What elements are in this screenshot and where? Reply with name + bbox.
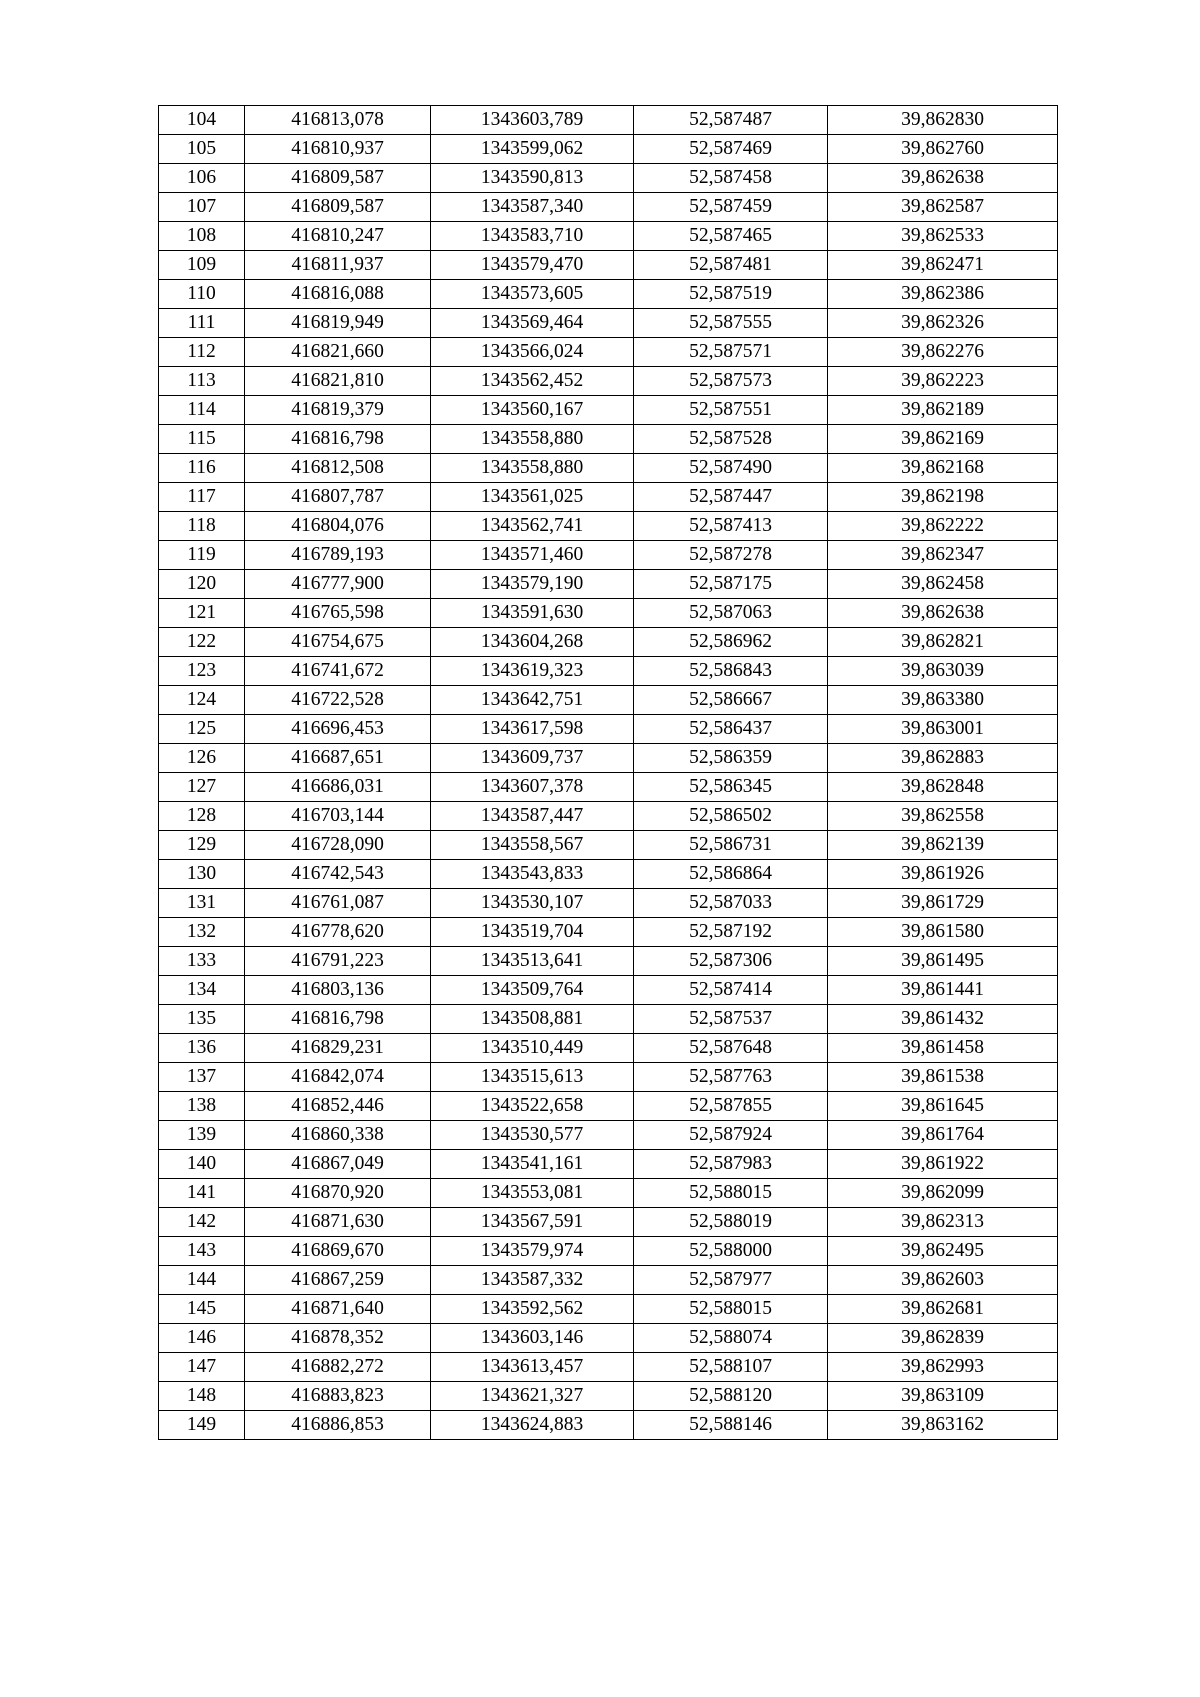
x-coordinate-cell: 416878,352 [245,1324,431,1353]
latitude-cell: 52,586359 [634,744,828,773]
latitude-cell: 52,587855 [634,1092,828,1121]
y-coordinate-cell: 1343603,789 [431,106,634,135]
x-coordinate-cell: 416754,675 [245,628,431,657]
table-row [159,251,1058,280]
y-coordinate-cell: 1343599,062 [431,135,634,164]
point-number-cell: 111 [159,309,245,338]
table-row [159,1208,1058,1237]
point-number-cell: 119 [159,541,245,570]
y-coordinate-cell: 1343530,577 [431,1121,634,1150]
y-coordinate-cell: 1343587,340 [431,193,634,222]
table-row [159,686,1058,715]
table-row [159,889,1058,918]
coordinates-table [158,105,1058,1440]
y-coordinate-cell: 1343569,464 [431,309,634,338]
longitude-cell: 39,862276 [828,338,1058,367]
longitude-cell: 39,862760 [828,135,1058,164]
y-coordinate-cell: 1343579,470 [431,251,634,280]
y-coordinate-cell: 1343543,833 [431,860,634,889]
point-number-cell: 120 [159,570,245,599]
x-coordinate-cell: 416810,247 [245,222,431,251]
latitude-cell: 52,587192 [634,918,828,947]
latitude-cell: 52,587571 [634,338,828,367]
point-number-cell: 106 [159,164,245,193]
y-coordinate-cell: 1343566,024 [431,338,634,367]
longitude-cell: 39,862347 [828,541,1058,570]
y-coordinate-cell: 1343604,268 [431,628,634,657]
y-coordinate-cell: 1343553,081 [431,1179,634,1208]
longitude-cell: 39,862471 [828,251,1058,280]
latitude-cell: 52,586864 [634,860,828,889]
y-coordinate-cell: 1343513,641 [431,947,634,976]
table-row [159,1295,1058,1324]
point-number-cell: 142 [159,1208,245,1237]
latitude-cell: 52,586843 [634,657,828,686]
point-number-cell: 143 [159,1237,245,1266]
table-row [159,1237,1058,1266]
y-coordinate-cell: 1343562,452 [431,367,634,396]
longitude-cell: 39,861458 [828,1034,1058,1063]
point-number-cell: 133 [159,947,245,976]
x-coordinate-cell: 416687,651 [245,744,431,773]
longitude-cell: 39,863109 [828,1382,1058,1411]
point-number-cell: 126 [159,744,245,773]
latitude-cell: 52,586731 [634,831,828,860]
longitude-cell: 39,862168 [828,454,1058,483]
x-coordinate-cell: 416871,640 [245,1295,431,1324]
x-coordinate-cell: 416696,453 [245,715,431,744]
table-row [159,338,1058,367]
longitude-cell: 39,862839 [828,1324,1058,1353]
longitude-cell: 39,861926 [828,860,1058,889]
point-number-cell: 144 [159,1266,245,1295]
latitude-cell: 52,587033 [634,889,828,918]
table-row [159,512,1058,541]
longitude-cell: 39,861729 [828,889,1058,918]
latitude-cell: 52,587924 [634,1121,828,1150]
y-coordinate-cell: 1343522,658 [431,1092,634,1121]
point-number-cell: 148 [159,1382,245,1411]
table-row [159,831,1058,860]
y-coordinate-cell: 1343530,107 [431,889,634,918]
point-number-cell: 141 [159,1179,245,1208]
latitude-cell: 52,588074 [634,1324,828,1353]
point-number-cell: 116 [159,454,245,483]
latitude-cell: 52,586437 [634,715,828,744]
longitude-cell: 39,861432 [828,1005,1058,1034]
table-row [159,976,1058,1005]
y-coordinate-cell: 1343541,161 [431,1150,634,1179]
table-row [159,1382,1058,1411]
latitude-cell: 52,587063 [634,599,828,628]
point-number-cell: 114 [159,396,245,425]
table-row [159,367,1058,396]
x-coordinate-cell: 416816,088 [245,280,431,309]
point-number-cell: 145 [159,1295,245,1324]
point-number-cell: 105 [159,135,245,164]
longitude-cell: 39,862099 [828,1179,1058,1208]
longitude-cell: 39,863162 [828,1411,1058,1440]
y-coordinate-cell: 1343508,881 [431,1005,634,1034]
x-coordinate-cell: 416870,920 [245,1179,431,1208]
x-coordinate-cell: 416804,076 [245,512,431,541]
point-number-cell: 121 [159,599,245,628]
x-coordinate-cell: 416829,231 [245,1034,431,1063]
longitude-cell: 39,862169 [828,425,1058,454]
x-coordinate-cell: 416791,223 [245,947,431,976]
latitude-cell: 52,587481 [634,251,828,280]
longitude-cell: 39,863039 [828,657,1058,686]
latitude-cell: 52,587537 [634,1005,828,1034]
y-coordinate-cell: 1343613,457 [431,1353,634,1382]
table-row [159,715,1058,744]
y-coordinate-cell: 1343561,025 [431,483,634,512]
table-row [159,222,1058,251]
latitude-cell: 52,587278 [634,541,828,570]
longitude-cell: 39,862222 [828,512,1058,541]
x-coordinate-cell: 416816,798 [245,425,431,454]
latitude-cell: 52,588107 [634,1353,828,1382]
latitude-cell: 52,587763 [634,1063,828,1092]
y-coordinate-cell: 1343587,447 [431,802,634,831]
table-row [159,1150,1058,1179]
latitude-cell: 52,587465 [634,222,828,251]
latitude-cell: 52,587528 [634,425,828,454]
longitude-cell: 39,861580 [828,918,1058,947]
y-coordinate-cell: 1343619,323 [431,657,634,686]
point-number-cell: 112 [159,338,245,367]
point-number-cell: 149 [159,1411,245,1440]
x-coordinate-cell: 416761,087 [245,889,431,918]
y-coordinate-cell: 1343579,190 [431,570,634,599]
x-coordinate-cell: 416819,949 [245,309,431,338]
x-coordinate-cell: 416789,193 [245,541,431,570]
latitude-cell: 52,587487 [634,106,828,135]
table-row [159,309,1058,338]
table-row [159,280,1058,309]
table-row [159,918,1058,947]
longitude-cell: 39,861922 [828,1150,1058,1179]
longitude-cell: 39,862326 [828,309,1058,338]
x-coordinate-cell: 416883,823 [245,1382,431,1411]
point-number-cell: 129 [159,831,245,860]
table-row [159,164,1058,193]
latitude-cell: 52,587490 [634,454,828,483]
latitude-cell: 52,587175 [634,570,828,599]
longitude-cell: 39,861538 [828,1063,1058,1092]
y-coordinate-cell: 1343609,737 [431,744,634,773]
point-number-cell: 117 [159,483,245,512]
y-coordinate-cell: 1343558,880 [431,454,634,483]
y-coordinate-cell: 1343621,327 [431,1382,634,1411]
latitude-cell: 52,587983 [634,1150,828,1179]
x-coordinate-cell: 416821,810 [245,367,431,396]
table-row [159,1092,1058,1121]
y-coordinate-cell: 1343515,613 [431,1063,634,1092]
point-number-cell: 123 [159,657,245,686]
longitude-cell: 39,862821 [828,628,1058,657]
longitude-cell: 39,862139 [828,831,1058,860]
longitude-cell: 39,861645 [828,1092,1058,1121]
longitude-cell: 39,862993 [828,1353,1058,1382]
longitude-cell: 39,862533 [828,222,1058,251]
y-coordinate-cell: 1343573,605 [431,280,634,309]
table-row [159,483,1058,512]
table-row [159,570,1058,599]
point-number-cell: 132 [159,918,245,947]
latitude-cell: 52,587414 [634,976,828,1005]
longitude-cell: 39,862458 [828,570,1058,599]
point-number-cell: 122 [159,628,245,657]
point-number-cell: 137 [159,1063,245,1092]
table-row [159,1179,1058,1208]
point-number-cell: 115 [159,425,245,454]
latitude-cell: 52,587519 [634,280,828,309]
longitude-cell: 39,862883 [828,744,1058,773]
y-coordinate-cell: 1343519,704 [431,918,634,947]
x-coordinate-cell: 416809,587 [245,193,431,222]
y-coordinate-cell: 1343617,598 [431,715,634,744]
latitude-cell: 52,586502 [634,802,828,831]
x-coordinate-cell: 416860,338 [245,1121,431,1150]
table-row [159,106,1058,135]
point-number-cell: 135 [159,1005,245,1034]
latitude-cell: 52,588146 [634,1411,828,1440]
point-number-cell: 139 [159,1121,245,1150]
longitude-cell: 39,863380 [828,686,1058,715]
longitude-cell: 39,862223 [828,367,1058,396]
table-row [159,1266,1058,1295]
x-coordinate-cell: 416867,049 [245,1150,431,1179]
table-row [159,1063,1058,1092]
latitude-cell: 52,587413 [634,512,828,541]
table-row [159,541,1058,570]
y-coordinate-cell: 1343560,167 [431,396,634,425]
y-coordinate-cell: 1343583,710 [431,222,634,251]
point-number-cell: 108 [159,222,245,251]
y-coordinate-cell: 1343592,562 [431,1295,634,1324]
x-coordinate-cell: 416728,090 [245,831,431,860]
longitude-cell: 39,861495 [828,947,1058,976]
latitude-cell: 52,587306 [634,947,828,976]
x-coordinate-cell: 416869,670 [245,1237,431,1266]
point-number-cell: 130 [159,860,245,889]
latitude-cell: 52,586667 [634,686,828,715]
table-row [159,1121,1058,1150]
latitude-cell: 52,587447 [634,483,828,512]
longitude-cell: 39,862638 [828,599,1058,628]
y-coordinate-cell: 1343558,880 [431,425,634,454]
longitude-cell: 39,862558 [828,802,1058,831]
x-coordinate-cell: 416686,031 [245,773,431,802]
point-number-cell: 124 [159,686,245,715]
latitude-cell: 52,588120 [634,1382,828,1411]
latitude-cell: 52,587555 [634,309,828,338]
table-row [159,1034,1058,1063]
y-coordinate-cell: 1343510,449 [431,1034,634,1063]
point-number-cell: 134 [159,976,245,1005]
point-number-cell: 140 [159,1150,245,1179]
x-coordinate-cell: 416809,587 [245,164,431,193]
longitude-cell: 39,862681 [828,1295,1058,1324]
longitude-cell: 39,862386 [828,280,1058,309]
longitude-cell: 39,861441 [828,976,1058,1005]
point-number-cell: 113 [159,367,245,396]
table-row [159,860,1058,889]
x-coordinate-cell: 416842,074 [245,1063,431,1092]
y-coordinate-cell: 1343642,751 [431,686,634,715]
point-number-cell: 125 [159,715,245,744]
x-coordinate-cell: 416777,900 [245,570,431,599]
y-coordinate-cell: 1343571,460 [431,541,634,570]
longitude-cell: 39,862830 [828,106,1058,135]
latitude-cell: 52,588015 [634,1179,828,1208]
longitude-cell: 39,862638 [828,164,1058,193]
x-coordinate-cell: 416741,672 [245,657,431,686]
table-row [159,744,1058,773]
latitude-cell: 52,588019 [634,1208,828,1237]
table-row [159,773,1058,802]
table-row [159,628,1058,657]
table-row [159,1353,1058,1382]
point-number-cell: 127 [159,773,245,802]
latitude-cell: 52,587459 [634,193,828,222]
table-row [159,425,1058,454]
y-coordinate-cell: 1343562,741 [431,512,634,541]
longitude-cell: 39,862189 [828,396,1058,425]
point-number-cell: 138 [159,1092,245,1121]
longitude-cell: 39,862198 [828,483,1058,512]
table-row [159,657,1058,686]
table-row [159,599,1058,628]
latitude-cell: 52,588000 [634,1237,828,1266]
y-coordinate-cell: 1343567,591 [431,1208,634,1237]
latitude-cell: 52,586345 [634,773,828,802]
x-coordinate-cell: 416886,853 [245,1411,431,1440]
x-coordinate-cell: 416812,508 [245,454,431,483]
point-number-cell: 147 [159,1353,245,1382]
latitude-cell: 52,587458 [634,164,828,193]
table-row [159,1411,1058,1440]
table-row [159,1005,1058,1034]
longitude-cell: 39,862587 [828,193,1058,222]
x-coordinate-cell: 416810,937 [245,135,431,164]
latitude-cell: 52,586962 [634,628,828,657]
table-row [159,802,1058,831]
longitude-cell: 39,862848 [828,773,1058,802]
point-number-cell: 146 [159,1324,245,1353]
x-coordinate-cell: 416852,446 [245,1092,431,1121]
latitude-cell: 52,587551 [634,396,828,425]
x-coordinate-cell: 416803,136 [245,976,431,1005]
table-row [159,193,1058,222]
x-coordinate-cell: 416765,598 [245,599,431,628]
table-row [159,396,1058,425]
latitude-cell: 52,588015 [634,1295,828,1324]
table-row [159,454,1058,483]
latitude-cell: 52,587573 [634,367,828,396]
x-coordinate-cell: 416882,272 [245,1353,431,1382]
point-number-cell: 118 [159,512,245,541]
y-coordinate-cell: 1343509,764 [431,976,634,1005]
point-number-cell: 109 [159,251,245,280]
y-coordinate-cell: 1343603,146 [431,1324,634,1353]
x-coordinate-cell: 416703,144 [245,802,431,831]
x-coordinate-cell: 416778,620 [245,918,431,947]
x-coordinate-cell: 416871,630 [245,1208,431,1237]
table-row [159,1324,1058,1353]
y-coordinate-cell: 1343590,813 [431,164,634,193]
y-coordinate-cell: 1343607,378 [431,773,634,802]
y-coordinate-cell: 1343587,332 [431,1266,634,1295]
y-coordinate-cell: 1343591,630 [431,599,634,628]
point-number-cell: 136 [159,1034,245,1063]
longitude-cell: 39,862495 [828,1237,1058,1266]
x-coordinate-cell: 416867,259 [245,1266,431,1295]
table-row [159,135,1058,164]
longitude-cell: 39,862313 [828,1208,1058,1237]
x-coordinate-cell: 416742,543 [245,860,431,889]
latitude-cell: 52,587469 [634,135,828,164]
latitude-cell: 52,587648 [634,1034,828,1063]
y-coordinate-cell: 1343624,883 [431,1411,634,1440]
latitude-cell: 52,587977 [634,1266,828,1295]
x-coordinate-cell: 416816,798 [245,1005,431,1034]
point-number-cell: 107 [159,193,245,222]
x-coordinate-cell: 416813,078 [245,106,431,135]
y-coordinate-cell: 1343558,567 [431,831,634,860]
table-row [159,947,1058,976]
x-coordinate-cell: 416722,528 [245,686,431,715]
longitude-cell: 39,863001 [828,715,1058,744]
x-coordinate-cell: 416807,787 [245,483,431,512]
coordinates-table-body [159,106,1058,1440]
longitude-cell: 39,861764 [828,1121,1058,1150]
point-number-cell: 128 [159,802,245,831]
x-coordinate-cell: 416811,937 [245,251,431,280]
point-number-cell: 104 [159,106,245,135]
longitude-cell: 39,862603 [828,1266,1058,1295]
x-coordinate-cell: 416821,660 [245,338,431,367]
point-number-cell: 131 [159,889,245,918]
y-coordinate-cell: 1343579,974 [431,1237,634,1266]
x-coordinate-cell: 416819,379 [245,396,431,425]
point-number-cell: 110 [159,280,245,309]
